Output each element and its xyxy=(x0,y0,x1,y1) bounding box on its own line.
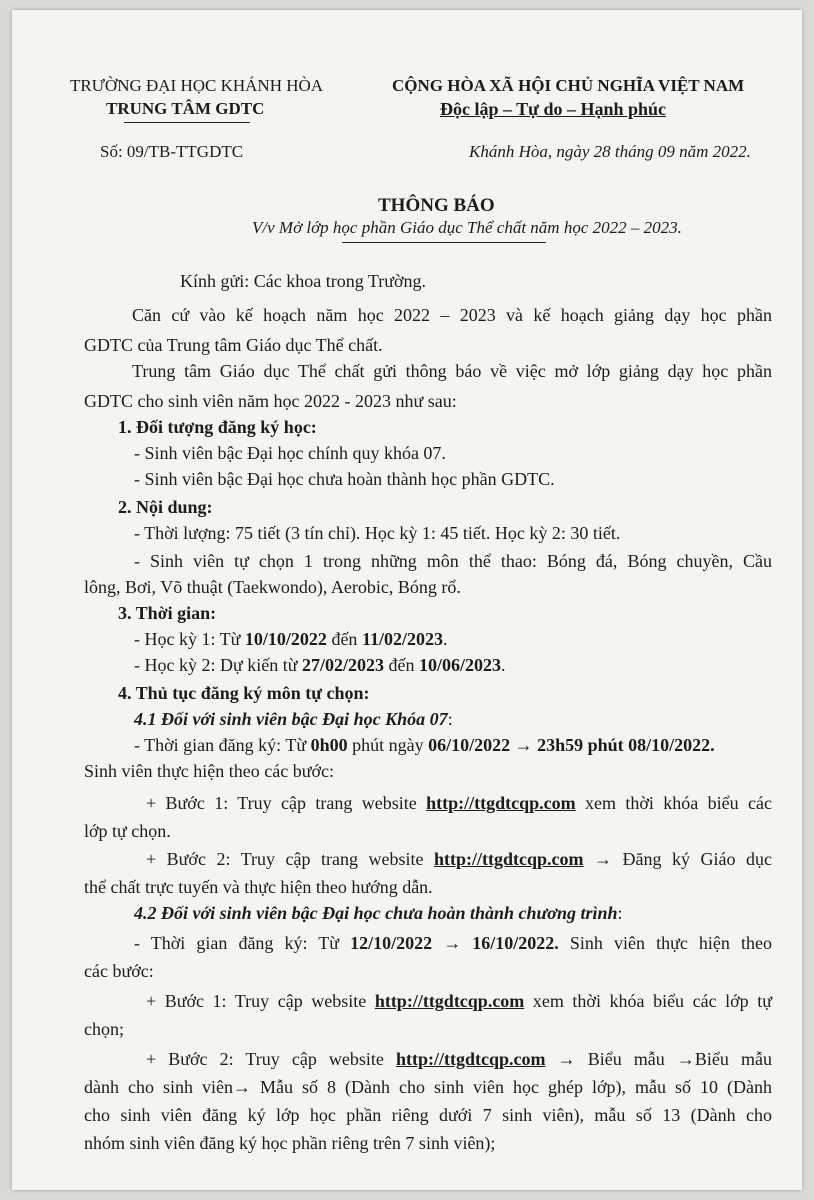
section-1-item-2: - Sinh viên bậc Đại học chưa hoàn thành học phần GDTC. xyxy=(134,469,555,489)
text: đến xyxy=(384,655,420,675)
paragraph-2-line-2: GDTC cho sinh viên năm học 2022 - 2023 như sau: xyxy=(84,391,457,411)
document-subject: V/v Mở lớp học phần Giáo dục Thể chất năm học 2022 – 2023. xyxy=(252,218,682,237)
document-page xyxy=(12,10,802,1190)
text: . xyxy=(501,655,506,675)
document-date: Khánh Hòa, ngày 28 tháng 09 năm 2022. xyxy=(469,142,751,161)
text: Sinh viên thực hiện theo xyxy=(558,933,772,953)
section-4-2-step-2-cont-1: dành cho sinh viên→ Mẫu số 8 (Dành cho sinh viên học ghép lớp), mẫu số 10 (Dành xyxy=(84,1077,772,1097)
section-2-item-2-line-2: lông, Bơi, Võ thuật (Taekwondo), Aerobic, Bóng rổ. xyxy=(84,577,461,597)
time: 0h00 xyxy=(310,735,348,755)
section-4-2-step-1 xyxy=(146,986,772,1016)
section-2-item-1: - Thời lượng: 75 tiết (3 tín chỉ). Học kỳ 1: 45 tiết. Học kỳ 2: 30 tiết. xyxy=(134,523,621,543)
text: → Biểu mẫu →Biểu mẫu xyxy=(545,1049,772,1069)
section-4-2-title xyxy=(134,898,623,928)
national-motto: Độc lập – Tự do – Hạnh phúc xyxy=(440,99,667,119)
school-name: TRƯỜNG ĐẠI HỌC KHÁNH HÒA xyxy=(70,76,324,95)
text: phút ngày xyxy=(347,735,429,755)
text: + Bước 1: Truy cập website xyxy=(146,991,375,1011)
paragraph-1-line-1: Căn cứ vào kế hoạch năm học 2022 – 2023 và kế hoạch giảng dạy học phần xyxy=(132,305,772,325)
text: xem thời khóa biểu các xyxy=(575,793,772,813)
document-number: Số: 09/TB-TTGDTC xyxy=(100,142,244,161)
text: : xyxy=(447,709,453,729)
section-4-2-step-1-cont: chọn; xyxy=(84,1019,124,1039)
section-4-2-step-2-cont-3: nhóm sinh viên đăng ký học phần riêng trên 7 sinh viên); xyxy=(84,1133,496,1153)
greeting: Kính gửi: Các khoa trong Trường. xyxy=(180,271,427,291)
section-4-2-step-2 xyxy=(146,1044,772,1074)
section-2-item-2-line-1: - Sinh viên tự chọn 1 trong những môn thể thao: Bóng đá, Bóng chuyền, Cầu xyxy=(134,551,772,571)
section-4-1-step-2-cont: thể chất trực tuyến và thực hiện theo hướng dẫn. xyxy=(84,877,433,897)
date-end: 10/06/2023 xyxy=(419,655,502,675)
website-link[interactable]: http://ttgdtcqp.com xyxy=(396,1049,546,1069)
section-3-title: 3. Thời gian: xyxy=(118,603,217,623)
section-4-2-time-cont: các bước: xyxy=(84,961,154,981)
text: xem thời khóa biểu các lớp tự xyxy=(524,991,773,1011)
section-4-2-time xyxy=(134,928,772,958)
section-4-1-steps-intro: Sinh viên thực hiện theo các bước: xyxy=(84,761,334,781)
subsection-heading: 4.1 Đối với sinh viên bậc Đại học Khóa 07 xyxy=(134,709,448,729)
paragraph-2-line-1: Trung tâm Giáo dục Thể chất gửi thông báo về việc mở lớp giảng dạy học phần xyxy=(132,361,772,381)
text: : xyxy=(617,903,623,923)
date-start: 10/10/2022 xyxy=(244,629,327,649)
text: - Học kỳ 1: Từ xyxy=(134,629,245,649)
section-1-title: 1. Đối tượng đăng ký học: xyxy=(118,417,317,437)
website-link[interactable]: http://ttgdtcqp.com xyxy=(426,793,576,813)
section-4-1-step-1-cont: lớp tự chọn. xyxy=(84,821,171,841)
section-4-1-step-1 xyxy=(146,788,772,818)
section-2-title: 2. Nội dung: xyxy=(118,497,213,517)
section-3-item-2 xyxy=(134,650,506,680)
text: - Học kỳ 2: Dự kiến từ xyxy=(134,655,302,675)
section-4-2-step-2-cont-2: cho sinh viên đăng ký lớp học phần riêng dưới 7 sinh viên), mẫu số 13 (Dành cho xyxy=(84,1105,772,1125)
section-4-title: 4. Thủ tục đăng ký môn tự chọn: xyxy=(118,683,370,703)
subsection-heading: 4.2 Đối với sinh viên bậc Đại học chưa hoàn thành chương trình xyxy=(134,903,618,923)
website-link[interactable]: http://ttgdtcqp.com xyxy=(433,849,584,869)
website-link[interactable]: http://ttgdtcqp.com xyxy=(374,991,525,1011)
paragraph-1-line-2: GDTC của Trung tâm Giáo dục Thể chất. xyxy=(84,335,383,355)
date-end: 11/02/2023 xyxy=(361,629,443,649)
date-range: 12/10/2022 → 16/10/2022. xyxy=(350,933,559,953)
date-start: 27/02/2023 xyxy=(302,655,385,675)
country-name: CỘNG HÒA XÃ HỘI CHỦ NGHĨA VIỆT NAM xyxy=(392,76,745,95)
text: - Thời gian đăng ký: Từ xyxy=(134,735,311,755)
text: . xyxy=(442,629,448,649)
title-underline xyxy=(342,242,546,243)
document-title: THÔNG BÁO xyxy=(378,195,495,216)
section-4-1-step-2 xyxy=(146,844,772,874)
text: + Bước 1: Truy cập trang website xyxy=(146,793,427,813)
text: → Đăng ký Giáo dục xyxy=(583,849,773,869)
center-underline xyxy=(124,122,250,123)
date-range: 06/10/2022 → 23h59 phút 08/10/2022. xyxy=(428,735,715,755)
section-1-item-1: - Sinh viên bậc Đại học chính quy khóa 07. xyxy=(134,443,446,463)
center-name: TRUNG TÂM GDTC xyxy=(106,99,265,118)
text: - Thời gian đăng ký: Từ xyxy=(134,933,351,953)
text: + Bước 2: Truy cập trang website xyxy=(146,849,434,869)
text: đến xyxy=(326,629,362,649)
text: + Bước 2: Truy cập website xyxy=(146,1049,397,1069)
